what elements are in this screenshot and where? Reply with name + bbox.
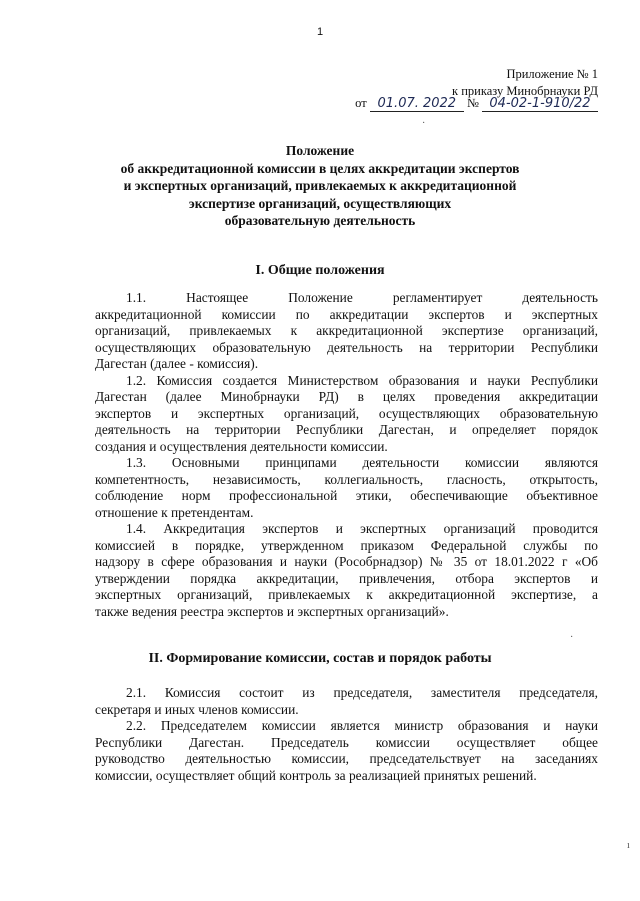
paragraph-line: руководство деятельностью комиссии, председательствует на заседаниях [95,751,598,766]
scan-speck: · [422,118,426,129]
paragraph-line: соблюдение норм профессиональной этики, обеспечивающие объективное [95,488,598,503]
paragraph-line: комиссии, осуществляет общий контроль за реализацией принятых решений. [95,767,537,783]
document-title [0,142,640,230]
paragraph-line: 1.3. Основными принципами деятельности комиссии являются [126,455,598,470]
order-number-sign: № [466,96,479,110]
paragraph-line: компетентность, независимость, коллегиальность, гласность, открытость, [95,471,598,487]
page-number: 1 [316,26,324,38]
paragraph-line: секретаря и иных членов комиссии. [95,701,299,717]
paragraph-line: организаций, привлекаемых к аккредитационной экспертизе организаций, [95,323,598,338]
scan-speck: · [570,632,574,643]
paragraph-line: создания и осуществления деятельности комиссии. [95,438,388,454]
order-date-number [355,96,598,112]
paragraph-line: аккредитационной комиссии по аккредитации экспертов и экспертных [95,306,598,322]
paragraph-line: 1.2. Комиссия создается Министерством образования и науки Республики [126,372,598,388]
handwritten-order-date: 01.07. 2022 [370,97,464,112]
appendix-block [452,66,598,100]
paragraph-line: отношение к претендентам. [95,504,254,520]
title-line: об аккредитационной комиссии в целях аккредитации экспертов [120,160,520,176]
paragraph-line: 1.4. Аккредитация экспертов и экспертных организаций проводится [126,521,598,536]
title-line: экспертизе организаций, осуществляющих [188,195,452,211]
section-1-body [95,290,598,620]
paragraph-line: 2.1. Комиссия состоит из председателя, заместителя председателя, [126,685,598,700]
appendix-title: Приложение № 1 [506,67,598,81]
section-2-heading: II. Формирование комиссии, состав и порядок работы [148,651,492,666]
title-line: образовательную деятельность [224,213,416,228]
paragraph-line: Дагестан (далее Минобрнауки РД) в целях проведения аккредитации [95,389,598,404]
paragraph-line: Республики Дагестан. Председатель комиссии осуществляет общее [95,734,598,750]
paragraph-line: 1.1. Настоящее Положение регламентирует деятельность [126,290,598,305]
paragraph-line: 2.2. Председателем комиссии является министр образования и науки [126,718,598,733]
handwritten-order-number: 04-02-1-910/22 [482,97,598,112]
order-from-label: от [355,96,367,110]
title-line: и экспертных организаций, привлекаемых к аккредитационной [123,178,517,193]
paragraph-line: деятельность на территории Республики Дагестан, и определяет порядок [95,422,598,437]
paragraph-line: также ведения реестра экспертов и экспертных организаций». [95,603,449,619]
paragraph-line: осуществляющих образовательную деятельность на территории Республики [95,339,598,355]
paragraph-line: комиссией в порядке, утвержденном приказом Федеральной службы по [95,537,598,553]
section-2-body [95,685,598,784]
appendix-order-ref: к приказу Минобрнауки РД [452,84,598,98]
paragraph-line: утверждении порядка аккредитации, привлечения, отбора экспертов и [95,570,598,586]
scan-speck: ı [627,840,630,851]
title-line: Положение [285,143,355,158]
paragraph-line: надзору в сфере образования и науки (Рособрнадзор) № 35 от 18.01.2022 г «Об [95,554,598,569]
paragraph-line: экспертов и экспертных организаций, осуществляющих образовательную [95,405,598,421]
section-1-heading: I. Общие положения [255,263,385,278]
paragraph-line: экспертных организаций, привлекаемых к аккредитационной экспертизе, а [95,587,598,602]
paragraph-line: Дагестан (далее - комиссия). [95,356,259,371]
